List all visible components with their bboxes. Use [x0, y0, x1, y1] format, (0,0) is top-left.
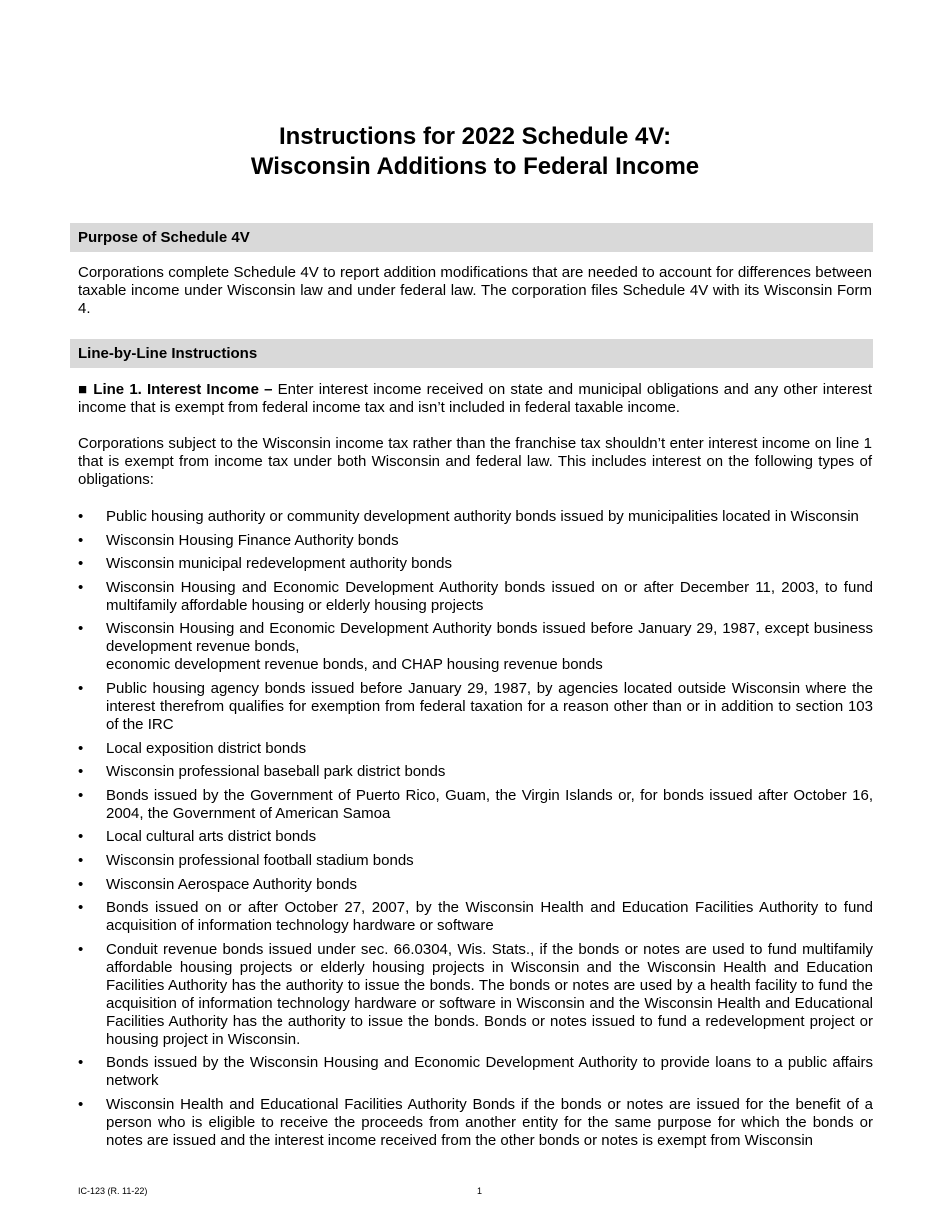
list-item: • Wisconsin municipal redevelopment authority bonds — [78, 555, 453, 573]
bullet-icon: • — [78, 578, 84, 596]
list-item: • Wisconsin Housing Finance Authority bonds — [78, 531, 399, 549]
list-item: • Public housing agency bonds issued before January 29, 1987, by agencies located outside Wisconsin where the interest therefrom qualifies for exemption from federal taxation for a reason other than or in addition to section 103 of the IRC — [78, 679, 873, 733]
bullet-icon: • — [78, 739, 84, 757]
list-item: • Local cultural arts district bonds — [78, 828, 317, 846]
list-item: • Local exposition district bonds — [78, 739, 307, 757]
list-item: • Bonds issued on or after October 27, 2007, by the Wisconsin Health and Education Facilities Authority to fund acquisition of information technology hardware or software — [78, 899, 873, 935]
bullet-icon: • — [78, 620, 84, 638]
section-heading-purpose: Purpose of Schedule 4V — [70, 223, 873, 252]
line-1-label: ■ Line 1. Interest Income – — [78, 381, 273, 398]
bullet-icon: • — [78, 679, 84, 697]
bullet-icon: • — [78, 555, 84, 573]
bullet-icon: • — [78, 531, 84, 549]
list-item: • Bonds issued by the Government of Puerto Rico, Guam, the Virgin Islands or, for bonds issued after October 16, 2004, the Government of American Samoa — [78, 786, 873, 822]
page-number: 1 — [477, 1186, 483, 1196]
obligations-intro-paragraph: Corporations subject to the Wisconsin income tax rather than the franchise tax shouldn’t enter interest income on line 1 that is exempt from income tax under both Wisconsin and federal law. This includes interest on the following types of obligations: — [78, 435, 872, 488]
bullet-icon: • — [78, 828, 84, 846]
list-item: • Public housing authority or community development authority bonds issued by municipalities located in Wisconsin — [78, 508, 859, 525]
list-item: • Wisconsin Health and Educational Facilities Authority Bonds if the bonds or notes are issued for the benefit of a person who is eligible to receive the proceeds from another entity for the same purpose for which the bonds or notes are issued and the interest income received from the other bonds or notes is exempt from Wisconsin — [78, 1095, 873, 1149]
section-heading-line-by-line: Line-by-Line Instructions — [70, 339, 873, 368]
list-item: • Wisconsin Aerospace Authority bonds — [78, 875, 357, 893]
list-item: • Wisconsin professional football stadium bonds — [78, 851, 414, 869]
bullet-icon: • — [78, 508, 84, 525]
list-item: • Wisconsin professional baseball park district bonds — [78, 763, 446, 781]
bullet-icon: • — [78, 1054, 84, 1072]
purpose-paragraph: Corporations complete Schedule 4V to report addition modifications that are needed to account for differences between taxable income under Wisconsin law and under federal law. The corporation files Schedule 4V with its Wisconsin Form 4. — [78, 264, 872, 317]
page-title — [0, 122, 950, 182]
bullet-icon: • — [78, 1095, 84, 1113]
form-identifier: IC-123 (R. 11-22) — [78, 1186, 148, 1196]
bullet-icon: • — [78, 763, 84, 781]
list-item: • Wisconsin Housing and Economic Development Authority bonds issued on or after December 11, 2003, to fund multifamily affordable housing or elderly housing projects — [78, 578, 873, 614]
obligations-list — [78, 508, 873, 1156]
title-line-1: Instructions for 2022 Schedule 4V: — [278, 123, 672, 150]
line-1-text: Enter interest income received on state and municipal obligations and any other interest income that is exempt from federal income tax and isn’t included in federal taxable income. — [78, 381, 872, 416]
bullet-icon: • — [78, 786, 84, 804]
bullet-icon: • — [78, 875, 84, 893]
list-item-continuation: economic development revenue bonds, and CHAP housing revenue bonds — [106, 656, 603, 674]
list-item: • Bonds issued by the Wisconsin Housing and Economic Development Authority to provide loans to a public affairs network — [78, 1054, 873, 1090]
line-1-paragraph — [78, 381, 872, 417]
title-line-2: Wisconsin Additions to Federal Income — [250, 153, 700, 180]
list-item: • Conduit revenue bonds issued under sec. 66.0304, Wis. Stats., if the bonds or notes are used to fund multifamily affordable housing projects or elderly housing projects in Wisconsin and the Wisconsin Health and Education Facilities Authority has the authority to issue the bonds. The bonds or notes are used by a health facility to fund the acquisition of information technology hardware or software in Wisconsin and the Wisconsin Health and Educational Facilities Authority has the authority to issue the bonds. Bonds or notes issued to fund a redevelopment project or housing project in Wisconsin. — [78, 940, 873, 1048]
bullet-icon: • — [78, 940, 84, 958]
bullet-icon: • — [78, 851, 84, 869]
bullet-icon: • — [78, 899, 84, 917]
list-item: • Wisconsin Housing and Economic Development Authority bonds issued before January 29, 1987, except business development revenue bonds, economic development revenue bonds, and CHAP housing revenue bonds — [78, 620, 873, 674]
